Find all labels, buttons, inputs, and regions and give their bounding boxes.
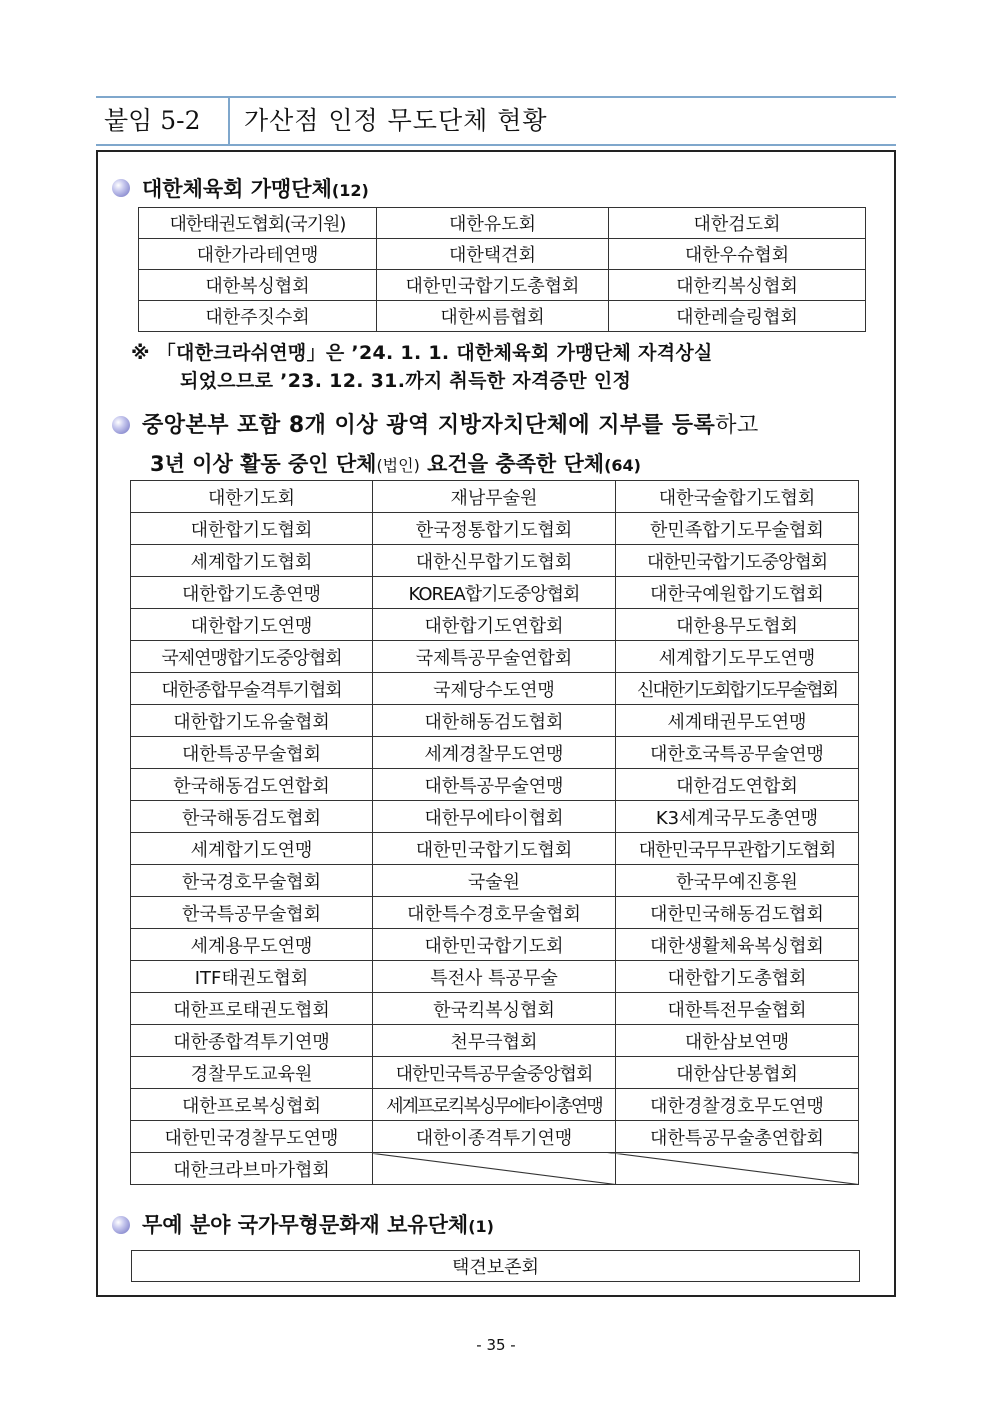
table-cell: 대한합기도총협회 [616, 961, 859, 993]
table-cell: 천무극협회 [373, 1025, 616, 1057]
table-cell: 세계합기도협회 [131, 545, 373, 577]
table-cell: 대한생활체육복싱협회 [616, 929, 859, 961]
table-cell: 대한종합무술격투기협회 [131, 673, 373, 705]
table-row [139, 301, 866, 332]
section1-heading [142, 173, 369, 203]
table-cell: 대한씨름협회 [377, 301, 609, 332]
table-row [131, 801, 859, 833]
table-cell: 택견보존회 [132, 1251, 860, 1282]
table-cell: 대한킥복싱협회 [609, 270, 866, 301]
table-cell: 세계경찰무도연맹 [373, 737, 616, 769]
table-cell: 대한민국합기도총협회 [377, 270, 609, 301]
table-row [132, 1251, 860, 1282]
table-cell: 대한유도회 [377, 208, 609, 239]
table-cell: 한국해동검도연합회 [131, 769, 373, 801]
table-cell: 한국경호무술협회 [131, 865, 373, 897]
table-row [131, 929, 859, 961]
section2-heading-line1: 중앙본부 포함 8개 이상 광역 지방자치단체에 지부를 등록하고 [142, 413, 759, 438]
table-cell: 대한특수경호무술협회 [373, 897, 616, 929]
table-cell: 대한기도회 [131, 481, 373, 513]
table-row [131, 705, 859, 737]
table-row [131, 1057, 859, 1089]
table-cell: 국술원 [373, 865, 616, 897]
table-cell: 한민족합기도무술협회 [616, 513, 859, 545]
table-row [131, 769, 859, 801]
section1-note-line2: 되었으므로 ’23. 12. 31.까지 취득한 자격증만 인정 [180, 370, 632, 392]
table-cell: 대한민국특공무술중앙협회 [373, 1057, 616, 1089]
section2-heading-line2: 3년 이상 활동 중인 단체(법인) 요건을 충족한 단체(64) [150, 452, 641, 476]
table-row [131, 993, 859, 1025]
table-row [131, 897, 859, 929]
table-cell: 대한민국합기도회 [373, 929, 616, 961]
table-cell: 대한호국특공무술연맹 [616, 737, 859, 769]
table-cell: 경찰무도교육원 [131, 1057, 373, 1089]
table-cell: 대한해동검도협회 [373, 705, 616, 737]
table-row [131, 641, 859, 673]
table-row [131, 609, 859, 641]
page-title-bar [96, 96, 896, 146]
empty-cell [373, 1153, 616, 1185]
table-row [131, 481, 859, 513]
table-cell: 대한경찰경호무도연맹 [616, 1089, 859, 1121]
section3-table [131, 1250, 860, 1282]
table-cell: 대한검도회 [609, 208, 866, 239]
table-cell: 국제연맹합기도중앙협회 [131, 641, 373, 673]
table-cell: 한국무예진흥원 [616, 865, 859, 897]
table-cell: 특전사 특공무술 [373, 961, 616, 993]
table-cell: 대한민국경찰무도연맹 [131, 1121, 373, 1153]
table-cell: 대한프로태권도협회 [131, 993, 373, 1025]
table-row [131, 737, 859, 769]
table-cell: 세계프로킥복싱무에타이총연맹 [373, 1089, 616, 1121]
section1-note-line1: ※ 「대한크라쉬연맹」은 ’24. 1. 1. 대한체육회 가맹단체 자격상실 [131, 342, 713, 364]
table-cell: 대한주짓수회 [139, 301, 377, 332]
table-row [131, 513, 859, 545]
bullet-icon [112, 416, 130, 434]
table-cell: 국제특공무술연합회 [373, 641, 616, 673]
table-cell: 대한민국무무관합기도협회 [616, 833, 859, 865]
table-cell: 대한합기도연맹 [131, 609, 373, 641]
section2-table-body [131, 481, 859, 1185]
table-cell: 대한종합격투기연맹 [131, 1025, 373, 1057]
table-cell: 대한태권도협회(국기원) [139, 208, 377, 239]
table-row [131, 833, 859, 865]
table-cell: 대한우슈협회 [609, 239, 866, 270]
table-cell: 대한민국합기도협회 [373, 833, 616, 865]
table-row [139, 208, 866, 239]
table-cell: 대한용무도협회 [616, 609, 859, 641]
page-number: - 35 - [476, 1336, 516, 1354]
table-row [131, 1025, 859, 1057]
table-cell: 대한민국합기도중앙협회 [616, 545, 859, 577]
table-row [139, 270, 866, 301]
empty-cell [616, 1153, 859, 1185]
table-cell: 대한특전무술협회 [616, 993, 859, 1025]
table-cell: 대한합기도총연맹 [131, 577, 373, 609]
table-cell: 대한합기도연합회 [373, 609, 616, 641]
table-cell: 세계합기도연맹 [131, 833, 373, 865]
table-row [131, 865, 859, 897]
section3-heading: 무예 분야 국가무형문화재 보유단체(1) [142, 1213, 494, 1237]
table-row [131, 1121, 859, 1153]
table-row [139, 239, 866, 270]
table-cell: 한국특공무술협회 [131, 897, 373, 929]
table-cell: 재남무술원 [373, 481, 616, 513]
bullet-icon [112, 1216, 130, 1234]
table-row [131, 1089, 859, 1121]
page-title: 가산점 인정 무도단체 현황 [244, 106, 548, 135]
table-cell: KOREA합기도중앙협회 [373, 577, 616, 609]
attachment-tag: 붙임 5-2 [96, 98, 230, 144]
section1-count: (12) [331, 181, 369, 200]
table-cell: 대한가라테연맹 [139, 239, 377, 270]
table-cell: 한국해동검도협회 [131, 801, 373, 833]
section2-table [130, 480, 859, 1185]
table-cell: 대한검도연합회 [616, 769, 859, 801]
table-cell: 대한특공무술협회 [131, 737, 373, 769]
table-cell: ITF태권도협회 [131, 961, 373, 993]
table-cell: 대한무에타이협회 [373, 801, 616, 833]
table-cell: 대한국술합기도협회 [616, 481, 859, 513]
table-cell: 대한특공무술총연합회 [616, 1121, 859, 1153]
table-row [131, 577, 859, 609]
table-cell: 대한특공무술연맹 [373, 769, 616, 801]
table-cell: 한국정통합기도협회 [373, 513, 616, 545]
table-row [131, 1153, 859, 1185]
bullet-icon [112, 179, 130, 197]
table-cell: 대한레슬링협회 [609, 301, 866, 332]
table-cell: 세계용무도연맹 [131, 929, 373, 961]
table-cell: 세계합기도무도연맹 [616, 641, 859, 673]
table-cell: 대한택견회 [377, 239, 609, 270]
table-row [131, 545, 859, 577]
table-cell: 신대한기도회합기도무술협회 [616, 673, 859, 705]
section1-title: 대한체육회 가맹단체 [142, 177, 332, 201]
table-cell: 대한크라브마가협회 [131, 1153, 373, 1185]
table-cell: 대한삼단봉협회 [616, 1057, 859, 1089]
table-cell: 대한국예원합기도협회 [616, 577, 859, 609]
section3-table-body [132, 1251, 860, 1282]
table-cell: 한국킥복싱협회 [373, 993, 616, 1025]
table-row [131, 673, 859, 705]
section1-table [138, 207, 866, 332]
table-cell: 대한합기도유술협회 [131, 705, 373, 737]
table-cell: 대한프로복싱협회 [131, 1089, 373, 1121]
section1-table-body [139, 208, 866, 332]
table-row [131, 961, 859, 993]
table-cell: K3세계국무도총연맹 [616, 801, 859, 833]
table-cell: 세계태권무도연맹 [616, 705, 859, 737]
table-cell: 대한복싱협회 [139, 270, 377, 301]
table-cell: 대한이종격투기연맹 [373, 1121, 616, 1153]
table-cell: 대한신무합기도협회 [373, 545, 616, 577]
table-cell: 대한삼보연맹 [616, 1025, 859, 1057]
table-cell: 대한합기도협회 [131, 513, 373, 545]
table-cell: 국제당수도연맹 [373, 673, 616, 705]
table-cell: 대한민국해동검도협회 [616, 897, 859, 929]
